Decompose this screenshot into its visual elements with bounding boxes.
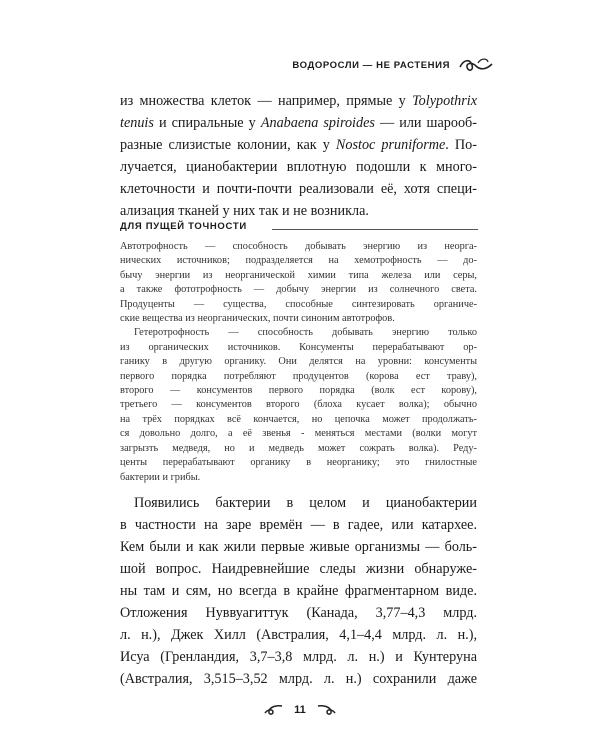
text-line: (Австралия, 3,515–3,52 млрд. л. н.) сохранили даже [120,671,477,687]
box-line: нических источников; подразделяется на хемотрофность — до- [120,255,477,267]
text-line: разные слизистые колонии, как у Nostoc pruniforme. По- [120,137,477,153]
box-line: бычу энергии из неорганической химии типа железа или серы, [120,269,477,281]
box-line: первого порядка потребляют продуцентов (корова ест траву), [120,370,477,382]
box-line: Гетеротрофность — способность добывать энергию только [134,327,477,339]
text-line: ны там и сям, но всегда в крайне фрагментарном виде. [120,583,477,599]
box-line: а также фототрофность — добычу энергии из солнечного света. [120,284,477,296]
page-number: 11 [294,704,306,717]
box-line: ся довольно долго, а её звенья - меняться местами (волки могут [120,428,477,440]
body-paragraph-1 [120,90,477,222]
text-line: Кем были и как жили первые живые организмы — боль- [120,539,477,555]
box-line: центы перерабатывают органику в неорганику; это гнилостные [120,457,477,469]
text-line: лучается, цианобактерии вплотную подошли к много- [120,159,477,175]
text-line: из множества клеток — например, прямые у Tolypothrix [120,93,477,109]
box-line: ские вещества из неорганических, почти синоним автотрофов. [120,313,395,325]
running-header: ВОДОРОСЛИ — НЕ РАСТЕНИЯ [292,60,450,71]
text-line: шой вопрос. Наидревнейшие следы жизни обнаруже- [120,561,477,577]
text-line: Исуа (Гренландия, 3,7–3,8 млрд. л. н.) и Кунтеруна [120,649,477,665]
text-line: tenuis и спиральные у Anabaena spiroides — или шарооб- [120,115,477,131]
box-line: загрызть медведя, но и медведь может сожрать волка). Реду- [120,442,477,454]
box-line: Автотрофность — способность добывать энергию из неорга- [120,241,477,252]
box-line: бактерии и грибы. [120,471,201,483]
box-line: второго — консументов первого порядка (волк ест корову), [120,385,477,397]
text-line: Появились бактерии в целом и цианобактерии [134,495,477,511]
box-title: ДЛЯ ПУЩЕЙ ТОЧНОСТИ [120,221,247,232]
box-line: на трёх порядках всё кончается, но цепочка может продолжать- [120,413,477,425]
text-line: ализация тканей у них так и не возникла. [120,203,369,219]
title-rule [272,229,478,230]
text-line: л. н.), Джек Хилл (Австралия, 4,1–4,4 млрд. л. н.), [120,627,477,643]
box-line: Продуценты — существа, способные синтезировать органиче- [120,298,477,310]
box-line: ганику в другую органику. Они делятся на уровни: консументы [120,356,477,368]
box-line: из органических источников. Консументы перерабатывают ор- [120,341,477,353]
box-paragraph-2 [120,326,477,484]
text-line: Отложения Нуввуагиттук (Канада, 3,77–4,3 млрд. [120,605,477,621]
right-flourish-icon [316,703,338,717]
body-paragraph-2 [120,492,477,690]
page-footer [0,701,600,719]
box-paragraph-1 [120,240,477,326]
left-flourish-icon [262,703,284,717]
sidebar-box [120,240,477,485]
text-line: клеточности и почти-почти реализовали её, хотя специ- [120,181,477,197]
flourish-ornament-icon [458,55,494,75]
text-line: в частности на заре времён — в гадее, или катархее. [120,517,477,533]
box-line: третьего — консументов второго (блоха кусает волка); обычно [120,399,477,411]
